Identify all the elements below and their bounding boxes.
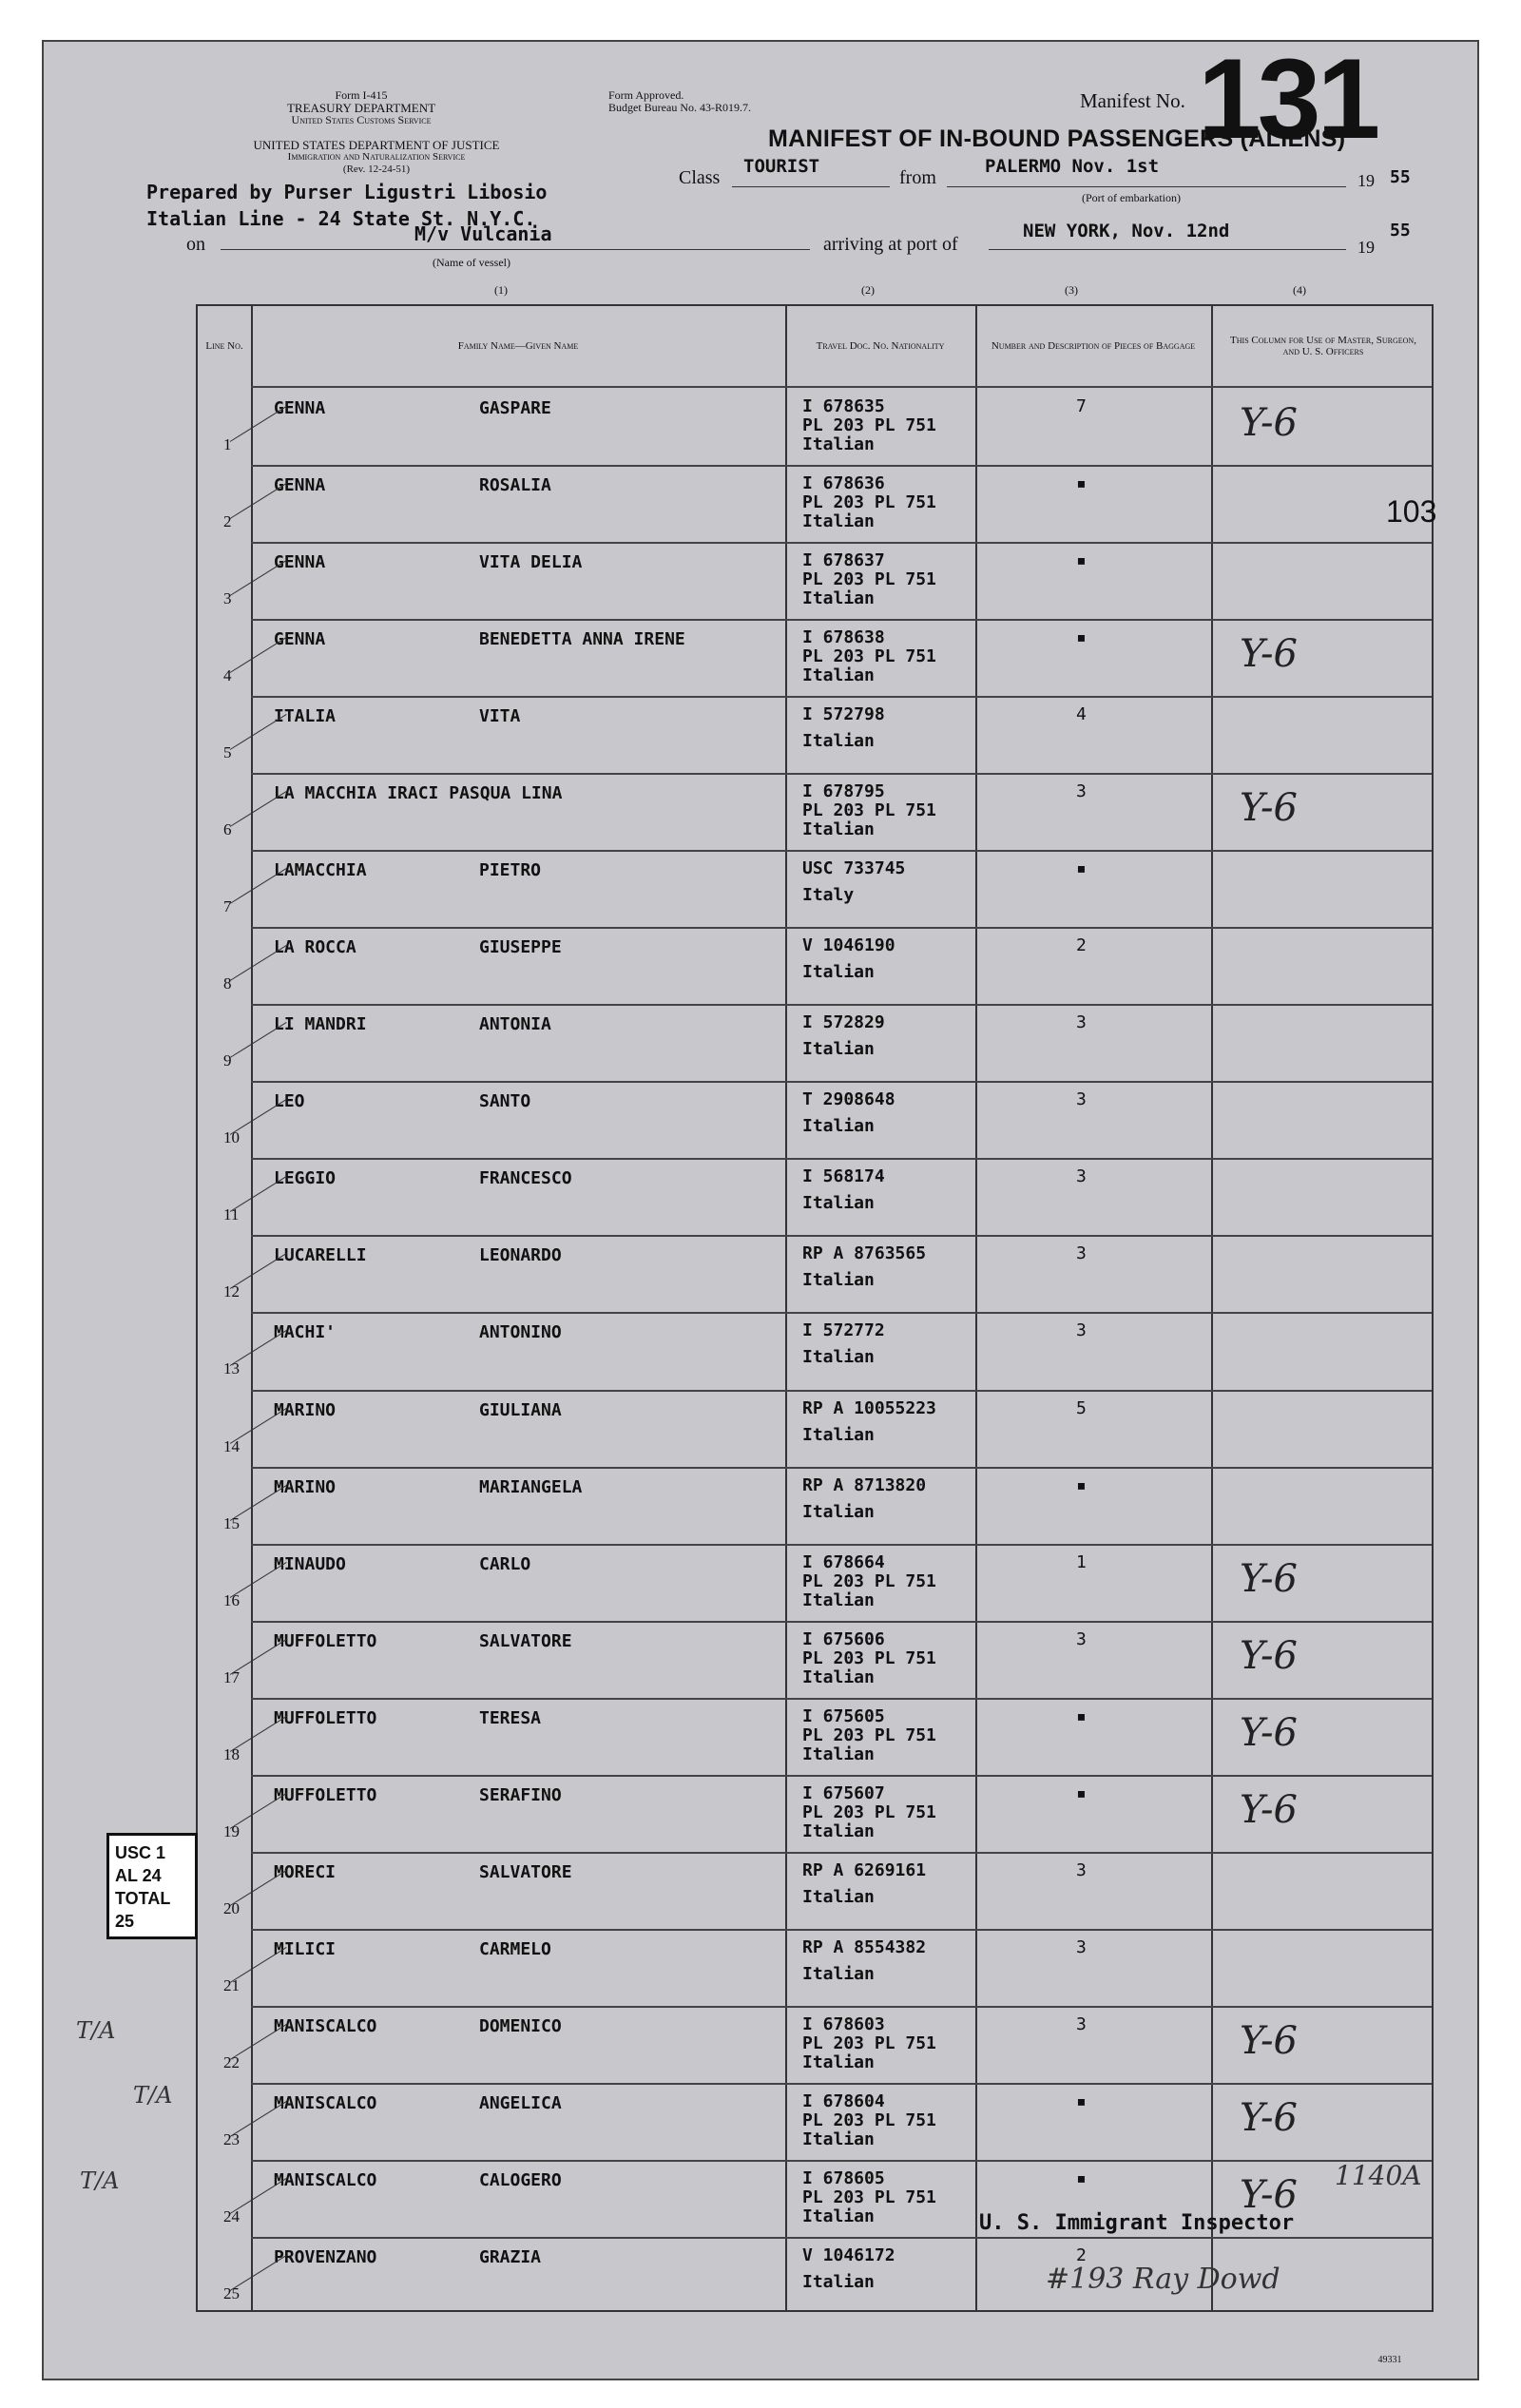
given-name: GRAZIA [479, 2246, 542, 2267]
given-name: GIULIANA [479, 1399, 562, 1420]
baggage-count: 3 [1076, 1243, 1087, 1264]
nationality: Italian [802, 1116, 875, 1137]
travel-doc-number: I 678636 [802, 473, 885, 494]
travel-doc-number: RP A 8713820 [802, 1474, 927, 1495]
baggage-count: ▪ [1076, 1705, 1087, 1726]
line-number: 22 [223, 2052, 240, 2071]
baggage-count: 3 [1076, 1859, 1087, 1880]
travel-doc-codes: PL 203 PL 751 [802, 1570, 936, 1591]
line-number: 11 [223, 1205, 240, 1224]
check-stroke [230, 1716, 287, 1752]
family-name: MANISCALCO [274, 2169, 377, 2190]
col-num-3: (3) [1065, 283, 1078, 297]
baggage-count: 4 [1076, 704, 1087, 725]
line-number: 10 [223, 1128, 240, 1147]
given-name: ANTONIA [479, 1014, 551, 1035]
family-name: MINAUDO [274, 1553, 346, 1574]
family-name: PROVENZANO [274, 2246, 377, 2267]
baggage-count: 7 [1076, 396, 1087, 416]
stamp-total: TOTAL 25 [115, 1889, 170, 1931]
table-row [198, 2083, 1435, 2160]
arrival-port: NEW YORK, Nov. 12nd [1023, 221, 1230, 241]
given-name: SERAFINO [479, 1784, 562, 1805]
family-name: MARINO [274, 1399, 337, 1420]
check-stroke [230, 1639, 287, 1675]
travel-doc-codes: PL 203 PL 751 [802, 1647, 936, 1668]
travel-doc-number: I 675607 [802, 1782, 885, 1803]
check-stroke [230, 637, 287, 673]
line-number: 6 [223, 820, 232, 839]
nationality: Italian [802, 819, 875, 840]
table-row [198, 927, 1435, 1004]
nationality: Italian [802, 1039, 875, 1060]
family-name: MUFFOLETTO [274, 1630, 377, 1651]
baggage-count: 3 [1076, 1628, 1087, 1649]
nationality: Italian [802, 1193, 875, 1214]
nationality: Italian [802, 1666, 875, 1687]
check-stroke [230, 1485, 287, 1521]
from-label: from [899, 167, 936, 188]
line-number: 16 [223, 1590, 240, 1609]
baggage-count: 3 [1076, 1936, 1087, 1957]
header-travel-doc: Travel Doc. No. Nationality [816, 340, 945, 352]
nationality: Italian [802, 1501, 875, 1522]
arriving-label: arriving at port of [823, 234, 958, 255]
table-row [198, 1158, 1435, 1235]
travel-doc-number: USC 733745 [802, 858, 906, 879]
given-name: GASPARE [479, 398, 551, 418]
table-row [198, 696, 1435, 773]
family-name: MACHI' [274, 1322, 337, 1343]
check-stroke [230, 1407, 287, 1443]
col-num-2: (2) [861, 283, 875, 297]
nationality: Italian [802, 665, 875, 686]
baggage-count: ▪ [1076, 473, 1087, 494]
nationality: Italian [802, 731, 875, 752]
baggage-count: ▪ [1076, 1782, 1087, 1803]
table-row [198, 1698, 1435, 1775]
year-prefix: 19 [1357, 238, 1375, 257]
line-number: 2 [223, 512, 232, 531]
col-num-1: (1) [494, 283, 508, 297]
header-baggage: Number and Description of Pieces of Baggage [991, 340, 1196, 352]
given-name: CALOGERO [479, 2169, 562, 2190]
baggage-count: ▪ [1076, 550, 1087, 571]
margin-ta-3: T/A [80, 2167, 120, 2194]
check-stroke [230, 483, 287, 519]
nationality: Italian [802, 588, 875, 609]
table-row [198, 1004, 1435, 1081]
line-number: 5 [223, 743, 232, 762]
given-name: DOMENICO [479, 2015, 562, 2036]
line-number: 19 [223, 1821, 240, 1840]
family-name: LA MACCHIA IRACI PASQUA LINA [274, 783, 563, 804]
baggage-count: ▪ [1076, 627, 1087, 648]
line-number: 1 [223, 435, 232, 453]
family-name: LA ROCCA [274, 937, 356, 958]
family-name: GENNA [274, 398, 326, 418]
stamp-al: AL 24 [115, 1866, 162, 1885]
family-name: LEO [274, 1091, 305, 1112]
travel-doc-number: I 675605 [802, 1705, 885, 1726]
baggage-count: 3 [1076, 1320, 1087, 1341]
travel-doc-number: RP A 10055223 [802, 1397, 936, 1418]
margin-ta-1: T/A [76, 2017, 116, 2044]
arrival-underline [989, 249, 1346, 250]
form-number: Form I-415 [335, 88, 388, 102]
baggage-count: 2 [1076, 2244, 1087, 2265]
table-row [198, 1235, 1435, 1312]
check-stroke [230, 1099, 287, 1135]
check-stroke [230, 714, 287, 750]
vessel-name: M/v Vulcania [414, 222, 552, 245]
table-row [198, 619, 1435, 696]
nationality: Italian [802, 434, 875, 454]
prepared-by: Prepared by Purser Ligustri Libosio [146, 181, 548, 203]
check-stroke [230, 1947, 287, 1983]
table-row [198, 773, 1435, 850]
nationality: Italian [802, 1424, 875, 1445]
baggage-count: 3 [1076, 1012, 1087, 1033]
baggage-count: 2 [1076, 935, 1087, 956]
travel-doc-number: RP A 8554382 [802, 1936, 927, 1957]
travel-doc-number: I 678635 [802, 396, 885, 416]
travel-doc-number: I 675606 [802, 1628, 885, 1649]
family-name: LEGGIO [274, 1168, 337, 1189]
baggage-count: ▪ [1076, 1474, 1087, 1495]
officer-mark: Y-6 [1240, 2172, 1298, 2217]
footer-code: 49331 [1377, 2355, 1402, 2365]
travel-doc-number: I 572772 [802, 1320, 885, 1341]
nationality: Italian [802, 1270, 875, 1291]
check-stroke [230, 868, 287, 904]
check-stroke [230, 2024, 287, 2060]
table-row [198, 388, 1435, 465]
inspector-signature: #193 Ray Dowd [1046, 2263, 1280, 2296]
family-name: LI MANDRI [274, 1014, 367, 1035]
given-name: TERESA [479, 1707, 542, 1728]
class-underline [732, 186, 890, 187]
travel-doc-codes: PL 203 PL 751 [802, 2109, 936, 2130]
table-row [198, 1544, 1435, 1621]
header-officers: This Column for Use of Master, Surgeon, and U. S. Officers [1230, 335, 1416, 357]
check-stroke [230, 1176, 287, 1212]
travel-doc-number: I 678605 [802, 2167, 885, 2188]
nationality: Italian [802, 1347, 875, 1368]
officer-mark: Y-6 [1240, 2095, 1298, 2140]
table-row [198, 1929, 1435, 2006]
table-row [198, 1312, 1435, 1389]
baggage-count: 1 [1076, 1551, 1087, 1572]
family-name: ITALIA [274, 706, 337, 727]
travel-doc-number: I 678795 [802, 781, 885, 802]
officer-mark: Y-6 [1240, 1633, 1298, 1678]
given-name: LEONARDO [479, 1245, 562, 1266]
nationality: Italian [802, 1743, 875, 1764]
from-value: PALERMO Nov. 1st [985, 156, 1160, 177]
revision-date: (Rev. 12-24-51) [342, 164, 411, 175]
year-suffix-top: 55 [1390, 167, 1411, 187]
table-row [198, 2006, 1435, 2083]
embarkation-caption: (Port of embarkation) [1082, 191, 1181, 204]
table-row [198, 1775, 1435, 1852]
family-name: MUFFOLETTO [274, 1707, 377, 1728]
nationality: Italian [802, 2052, 875, 2072]
form-approved: Form Approved. [608, 88, 684, 102]
given-name: BENEDETTA ANNA IRENE [479, 629, 685, 650]
travel-doc-number: I 678664 [802, 1551, 885, 1572]
nationality: Italian [802, 1963, 875, 1984]
budget-bureau: Budget Bureau No. 43-R019.7. [608, 101, 751, 114]
officer-mark: Y-6 [1240, 1556, 1298, 1601]
officer-mark: Y-6 [1240, 632, 1298, 677]
travel-doc-codes: PL 203 PL 751 [802, 415, 936, 435]
given-name: ANGELICA [479, 2092, 562, 2113]
nationality: Italy [802, 885, 855, 906]
given-name: ANTONINO [479, 1322, 562, 1343]
travel-doc-codes: PL 203 PL 751 [802, 646, 936, 667]
inspection-time: 1140A [1335, 2160, 1422, 2191]
baggage-count: ▪ [1076, 2167, 1087, 2188]
given-name: VITA DELIA [479, 552, 583, 573]
class-value: TOURIST [743, 156, 820, 177]
approval-block [608, 89, 837, 114]
col-num-4: (4) [1293, 283, 1306, 297]
line-number: 17 [223, 1667, 240, 1686]
family-name: GENNA [274, 475, 326, 496]
given-name: GIUSEPPE [479, 937, 562, 958]
baggage-count: ▪ [1076, 858, 1087, 879]
check-stroke [230, 2178, 287, 2214]
check-stroke [230, 1022, 287, 1058]
family-name: GENNA [274, 629, 326, 650]
given-name: CARLO [479, 1553, 531, 1574]
line-number: 13 [223, 1359, 240, 1378]
from-underline [947, 186, 1346, 187]
header-line-no: Line No. [205, 340, 243, 352]
on-label: on [186, 234, 205, 255]
travel-doc-number: I 572829 [802, 1012, 885, 1033]
given-name: SANTO [479, 1091, 531, 1112]
officer-mark: Y-6 [1240, 2018, 1298, 2063]
officer-mark: Y-6 [1240, 1710, 1298, 1755]
travel-doc-number: I 678603 [802, 2013, 885, 2034]
baggage-count: 3 [1076, 781, 1087, 802]
line-number: 23 [223, 2129, 240, 2148]
family-name: LAMACCHIA [274, 860, 367, 881]
line-number: 9 [223, 1051, 232, 1070]
family-name: MORECI [274, 1861, 337, 1882]
check-stroke [230, 2255, 287, 2291]
officer-mark: Y-6 [1240, 786, 1298, 831]
nationality: Italian [802, 1589, 875, 1610]
check-stroke [230, 2101, 287, 2137]
passenger-count-stamp [106, 1833, 198, 1939]
nationality: Italian [802, 2129, 875, 2149]
travel-doc-codes: PL 203 PL 751 [802, 2186, 936, 2207]
table-row [198, 1081, 1435, 1158]
line-number: 4 [223, 666, 232, 685]
line-number: 8 [223, 974, 232, 993]
treasury-department: TREASURY DEPARTMENT [286, 101, 436, 115]
baggage-count: 3 [1076, 2013, 1087, 2034]
travel-doc-number: V 1046172 [802, 2244, 895, 2265]
header-name: Family Name—Given Name [457, 340, 579, 352]
inspector-label: U. S. Immigrant Inspector [979, 2211, 1295, 2235]
table-row [198, 1621, 1435, 1698]
nationality: Italian [802, 511, 875, 532]
given-name: MARIANGELA [479, 1476, 583, 1497]
given-name: CARMELO [479, 1938, 551, 1959]
family-name: MUFFOLETTO [274, 1784, 377, 1805]
immigration-service: Immigration and Naturalization Service [287, 151, 466, 163]
line-number: 25 [223, 2283, 240, 2302]
year-suffix: 55 [1390, 221, 1411, 241]
manifest-title: MANIFEST OF IN-BOUND PASSENGERS (ALIENS) [768, 125, 1346, 152]
travel-doc-codes: PL 203 PL 751 [802, 569, 936, 590]
line-number: 20 [223, 1898, 240, 1917]
family-name: LUCARELLI [274, 1245, 367, 1266]
family-name: MILICI [274, 1938, 337, 1959]
class-label: Class [679, 167, 721, 188]
travel-doc-number: I 678604 [802, 2090, 885, 2111]
family-name: GENNA [274, 552, 326, 573]
travel-doc-number: I 678637 [802, 550, 885, 571]
travel-doc-number: I 568174 [802, 1166, 885, 1187]
side-count: 103 [1386, 494, 1437, 529]
year-prefix-top: 19 [1357, 171, 1375, 190]
given-name: FRANCESCO [479, 1168, 572, 1189]
nationality: Italian [802, 962, 875, 983]
travel-doc-number: T 2908648 [802, 1089, 895, 1110]
travel-doc-number: RP A 6269161 [802, 1859, 927, 1880]
given-name: ROSALIA [479, 475, 551, 496]
officer-mark: Y-6 [1240, 1787, 1298, 1832]
travel-doc-number: V 1046190 [802, 935, 895, 956]
form-agency-block [238, 89, 485, 126]
check-stroke [230, 1562, 287, 1598]
manifest-label: Manifest No. [1080, 89, 1185, 112]
table-row [198, 1852, 1435, 1929]
check-stroke [230, 1870, 287, 1906]
given-name: SALVATORE [479, 1861, 572, 1882]
travel-doc-codes: PL 203 PL 751 [802, 492, 936, 513]
line-number: 18 [223, 1744, 240, 1763]
line-number: 24 [223, 2206, 240, 2225]
table-row [198, 542, 1435, 619]
nationality: Italian [802, 2271, 875, 2292]
line-number: 21 [223, 1975, 240, 1994]
check-stroke [230, 945, 287, 981]
baggage-count: 3 [1076, 1166, 1087, 1187]
line-number: 12 [223, 1282, 240, 1301]
family-name: MANISCALCO [274, 2092, 377, 2113]
travel-doc-codes: PL 203 PL 751 [802, 1724, 936, 1745]
customs-service: United States Customs Service [291, 113, 432, 126]
passenger-table [196, 304, 1437, 2312]
baggage-count: 5 [1076, 1397, 1087, 1418]
vessel-caption: (Name of vessel) [433, 256, 510, 269]
travel-doc-number: I 678638 [802, 627, 885, 648]
check-stroke [230, 406, 287, 442]
check-stroke [230, 1793, 287, 1829]
travel-doc-codes: PL 203 PL 751 [802, 1801, 936, 1822]
line-number: 3 [223, 589, 232, 608]
travel-doc-codes: PL 203 PL 751 [802, 800, 936, 821]
line-number: 15 [223, 1513, 240, 1532]
given-name: PIETRO [479, 860, 542, 881]
manifest-number: 131 [1198, 35, 1377, 163]
table-row [198, 850, 1435, 927]
travel-doc-number: RP A 8763565 [802, 1243, 927, 1264]
family-name: MANISCALCO [274, 2015, 377, 2036]
travel-doc-codes: PL 203 PL 751 [802, 2032, 936, 2053]
check-stroke [230, 791, 287, 827]
shipping-line: Italian Line - 24 State St. N.Y.C. [146, 207, 536, 230]
justice-department: UNITED STATES DEPARTMENT OF JUSTICE [253, 138, 500, 152]
line-number: 7 [223, 897, 232, 916]
given-name: SALVATORE [479, 1630, 572, 1651]
table-row [198, 465, 1435, 542]
justice-block [186, 139, 567, 176]
given-name: VITA [479, 706, 521, 727]
nationality: Italian [802, 1820, 875, 1841]
margin-ta-2: T/A [133, 2082, 173, 2109]
stamp-usc: USC 1 [115, 1843, 166, 1862]
vessel-underline [221, 249, 810, 250]
baggage-count: ▪ [1076, 2090, 1087, 2111]
travel-doc-number: I 572798 [802, 704, 885, 725]
nationality: Italian [802, 2206, 875, 2226]
family-name: MARINO [274, 1476, 337, 1497]
baggage-count: 3 [1076, 1089, 1087, 1110]
line-number: 14 [223, 1436, 240, 1455]
check-stroke [230, 560, 287, 596]
table-row [198, 1390, 1435, 1467]
officer-mark: Y-6 [1240, 401, 1298, 445]
table-row [198, 1467, 1435, 1544]
nationality: Italian [802, 1886, 875, 1907]
